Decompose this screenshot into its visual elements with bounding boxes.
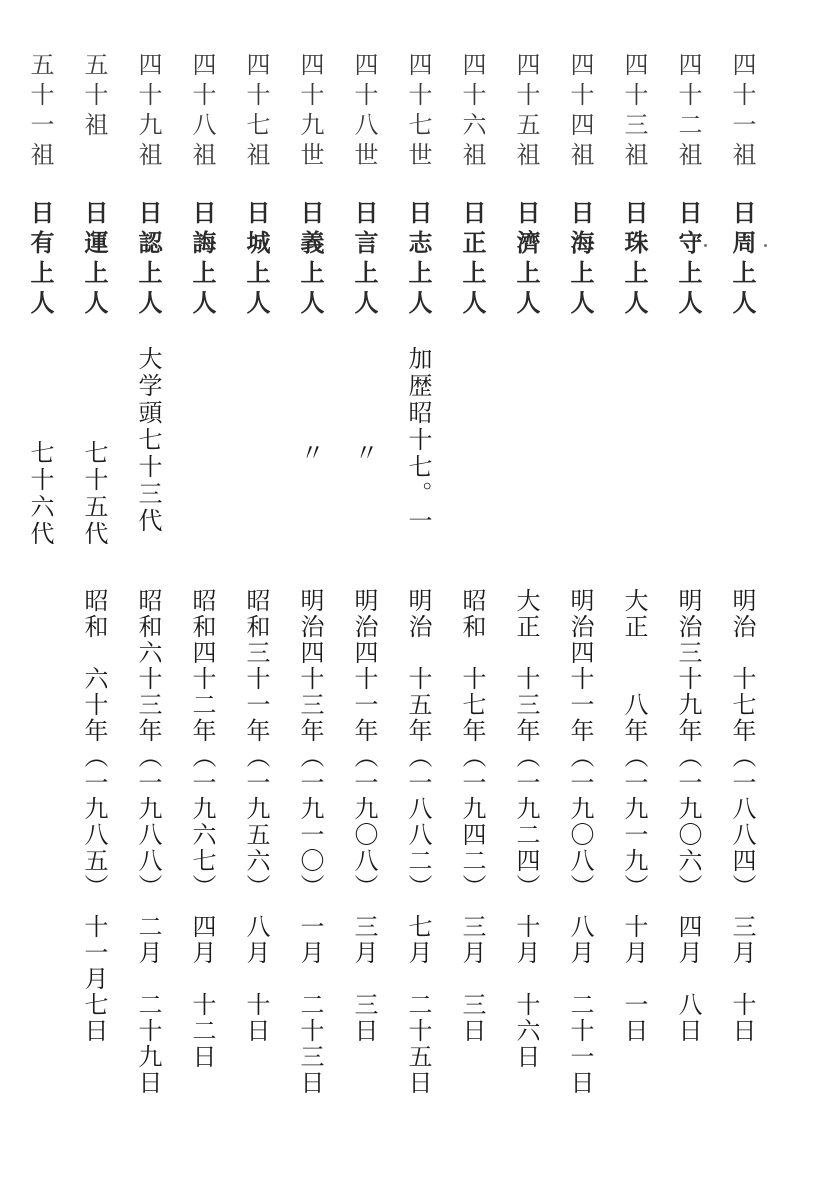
generation-label: 四十八祖: [188, 52, 216, 172]
generation-label: 四十七世: [404, 52, 432, 172]
generation-label: 四十三祖: [620, 52, 648, 172]
generation-label: 四十七祖: [242, 52, 270, 172]
date-text: 明治三十九年（一九〇六） 四月 八日: [674, 588, 702, 1044]
priest-name: 日正上人: [458, 200, 487, 320]
date-text: 昭和四十二年（一九六七） 四月 十二日: [188, 588, 216, 1070]
generation-label: 四十六祖: [458, 52, 486, 172]
entry-50: [72, 0, 116, 1200]
generation-label: 四十五祖: [512, 52, 540, 172]
entry-47-sei: [396, 0, 440, 1200]
date-text: 明治四十一年（一九〇八） 八月 二十一日: [566, 588, 594, 1096]
priest-name: 日誨上人: [188, 200, 217, 320]
note-text: 加歴昭十七。一: [404, 346, 432, 535]
priest-name: 日城上人: [242, 200, 271, 320]
priest-name: 日運上人: [80, 200, 109, 320]
date-text: 昭和 六十年（一九八五） 十一月七日: [80, 588, 108, 1044]
note-text: 七十五代: [80, 440, 108, 548]
entry-46: [450, 0, 494, 1200]
note-text: 大学頭七十三代: [134, 346, 162, 535]
entry-48-sei: [342, 0, 386, 1200]
date-text: 大正 十三年（一九二四） 十月 十六日: [512, 588, 540, 1070]
generation-label: 四十二祖: [674, 52, 702, 172]
entry-51: [18, 0, 62, 1200]
priest-name: 日海上人: [566, 200, 595, 320]
ditto-mark: 〃: [350, 440, 378, 467]
date-text: 昭和 十七年（一九四二） 三月 三日: [458, 588, 486, 1044]
generation-label: 五十祖: [80, 52, 108, 142]
generation-label: 五十一祖: [26, 52, 54, 172]
speck-mark: [704, 244, 707, 247]
priest-name: 日周上人: [728, 200, 757, 320]
date-text: 昭和三十一年（一九五六） 八月 十日: [242, 588, 270, 1044]
priest-name: 日認上人: [134, 200, 163, 320]
generation-label: 四十八世: [350, 52, 378, 172]
priest-name: 日珠上人: [620, 200, 649, 320]
entry-45: [504, 0, 548, 1200]
generation-label: 四十九世: [296, 52, 324, 172]
entry-43: [612, 0, 656, 1200]
speck-mark: [764, 244, 767, 247]
date-text: 明治四十一年（一九〇八） 三月 三日: [350, 588, 378, 1044]
date-text: 明治 十五年（一八八二） 七月 二十五日: [404, 588, 432, 1096]
entry-41: [720, 0, 764, 1200]
priest-name: 日義上人: [296, 200, 325, 320]
date-text: 昭和六十三年（一九八八） 二月 二十九日: [134, 588, 162, 1096]
entry-49: [126, 0, 170, 1200]
priest-name: 日有上人: [26, 200, 55, 320]
generation-label: 四十一祖: [728, 52, 756, 172]
date-text: 明治四十三年（一九一〇） 一月 二十三日: [296, 588, 324, 1096]
entry-42: [666, 0, 710, 1200]
entry-44: [558, 0, 602, 1200]
note-text: 七十六代: [26, 440, 54, 548]
entry-47: [234, 0, 278, 1200]
priest-name: 日濟上人: [512, 200, 541, 320]
date-text: 大正 八年（一九一九） 十月 一日: [620, 588, 648, 1044]
entry-49-sei: [288, 0, 332, 1200]
generation-label: 四十九祖: [134, 52, 162, 172]
generation-label: 四十四祖: [566, 52, 594, 172]
entry-48: [180, 0, 224, 1200]
ditto-mark: 〃: [296, 440, 324, 467]
priest-name: 日守上人: [674, 200, 703, 320]
priest-name: 日言上人: [350, 200, 379, 320]
priest-name: 日志上人: [404, 200, 433, 320]
date-text: 明治 十七年（一八八四） 三月 十日: [728, 588, 756, 1044]
